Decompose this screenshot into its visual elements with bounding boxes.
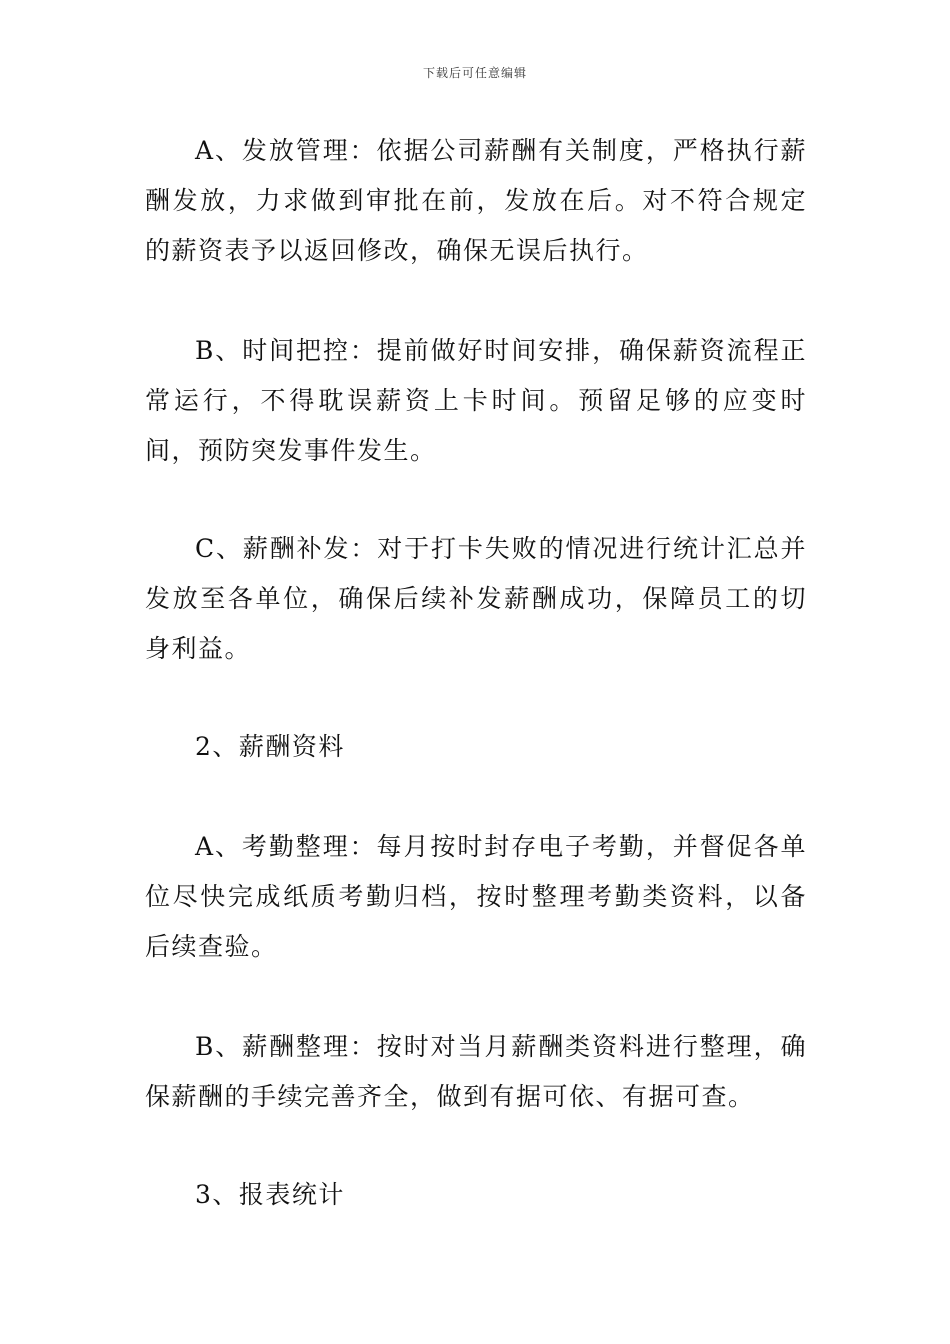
paragraph-salary-reissue: C、薪酬补发：对于打卡失败的情况进行统计汇总并发放至各单位，确保后续补发薪酬成功，保障员工的切身利益。	[145, 534, 807, 663]
paragraph-time-control: B、时间把控：提前做好时间安排，确保薪资流程正常运行，不得耽误薪资上卡时间。预留足够的应变时间，预防突发事件发生。	[145, 336, 807, 465]
section-heading-salary-materials: 2、薪酬资料	[195, 732, 345, 761]
paragraph-salary-organizing: B、薪酬整理：按时对当月薪酬类资料进行整理，确保薪酬的手续完善齐全，做到有据可依、有据可查。	[145, 1032, 807, 1111]
paragraph-payment-management: A、发放管理：依据公司薪酬有关制度，严格执行薪酬发放，力求做到审批在前，发放在后。对不符合规定的薪资表予以返回修改，确保无误后执行。	[145, 136, 807, 265]
header-note: 下载后可任意编辑	[422, 66, 527, 80]
section-heading-report-statistics: 3、报表统计	[195, 1180, 345, 1209]
paragraph-attendance-organizing: A、考勤整理：每月按时封存电子考勤，并督促各单位尽快完成纸质考勤归档，按时整理考勤类资料，以备后续查验。	[145, 832, 807, 961]
